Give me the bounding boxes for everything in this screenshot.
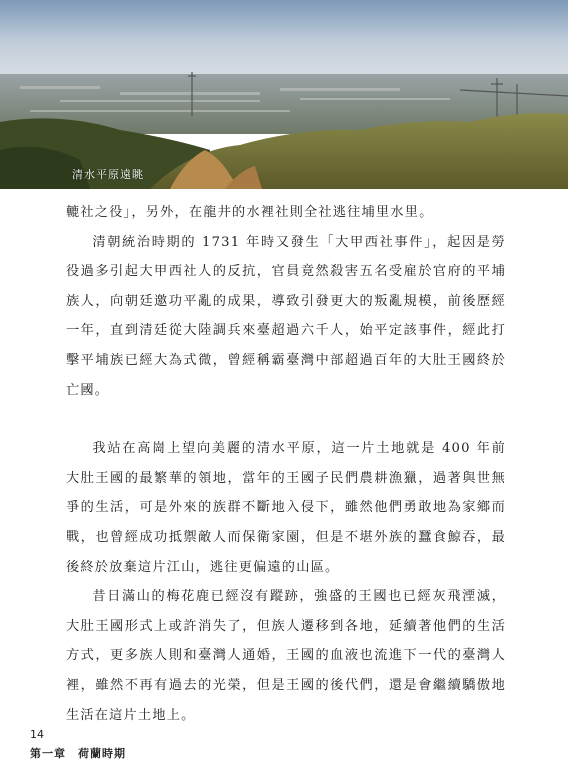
chapter-title: 荷蘭時期 — [78, 747, 126, 760]
page-number: 14 — [30, 728, 44, 741]
paragraph-2: 清朝統治時期的 1731 年時又發生「大甲西社事件」，起因是勞役過多引起大甲西社人的反抗，官員竟然殺害五名受雇於官府的平埔族人，向朝廷邀功平亂的成果，導致引發更大的叛亂規模，前後歷經一年，直到清廷從大陸調兵來臺超過六千人，始平定該事件，經此打擊平埔族已經大為式微，曾經稱霸臺灣中部超過百年的大肚王國終於亡國。 — [66, 234, 506, 398]
landscape-illustration — [0, 0, 568, 189]
article-body — [66, 198, 506, 730]
paragraph-1: 轆社之役」，另外，在龍井的水裡社則全社逃往埔里水里。 — [66, 205, 434, 220]
paragraph-3: 我站在高崗上望向美麗的清水平原，這一片土地就是 400 年前大肚王國的最繁華的領地，當年的王國子民們農耕漁獵，過著與世無爭的生活，可是外來的族群不斷地入侵下，雖然他們勇敢地為家鄉而戰，也曾經成功抵禦敵人而保衛家園，但是不堪外族的蠶食鯨吞，最後終於放棄這片江山，逃往更偏遠的山區。 — [66, 441, 506, 575]
landscape-photo — [0, 0, 568, 189]
paragraph-4: 昔日滿山的梅花鹿已經沒有蹤跡，強盛的王國也已經灰飛湮滅，大肚王國形式上或許消失了，但族人遷移到各地，延續著他們的生活方式，更多族人則和臺灣人通婚，王國的血液也流進下一代的臺灣人裡，雖然不再有過去的光榮，但是王國的後代們，還是會繼續驕傲地生活在這片土地上。 — [66, 589, 506, 723]
chapter-label: 第一章 — [30, 747, 66, 760]
photo-caption: 清水平原遠眺 — [72, 168, 144, 181]
chapter-heading — [30, 745, 126, 761]
